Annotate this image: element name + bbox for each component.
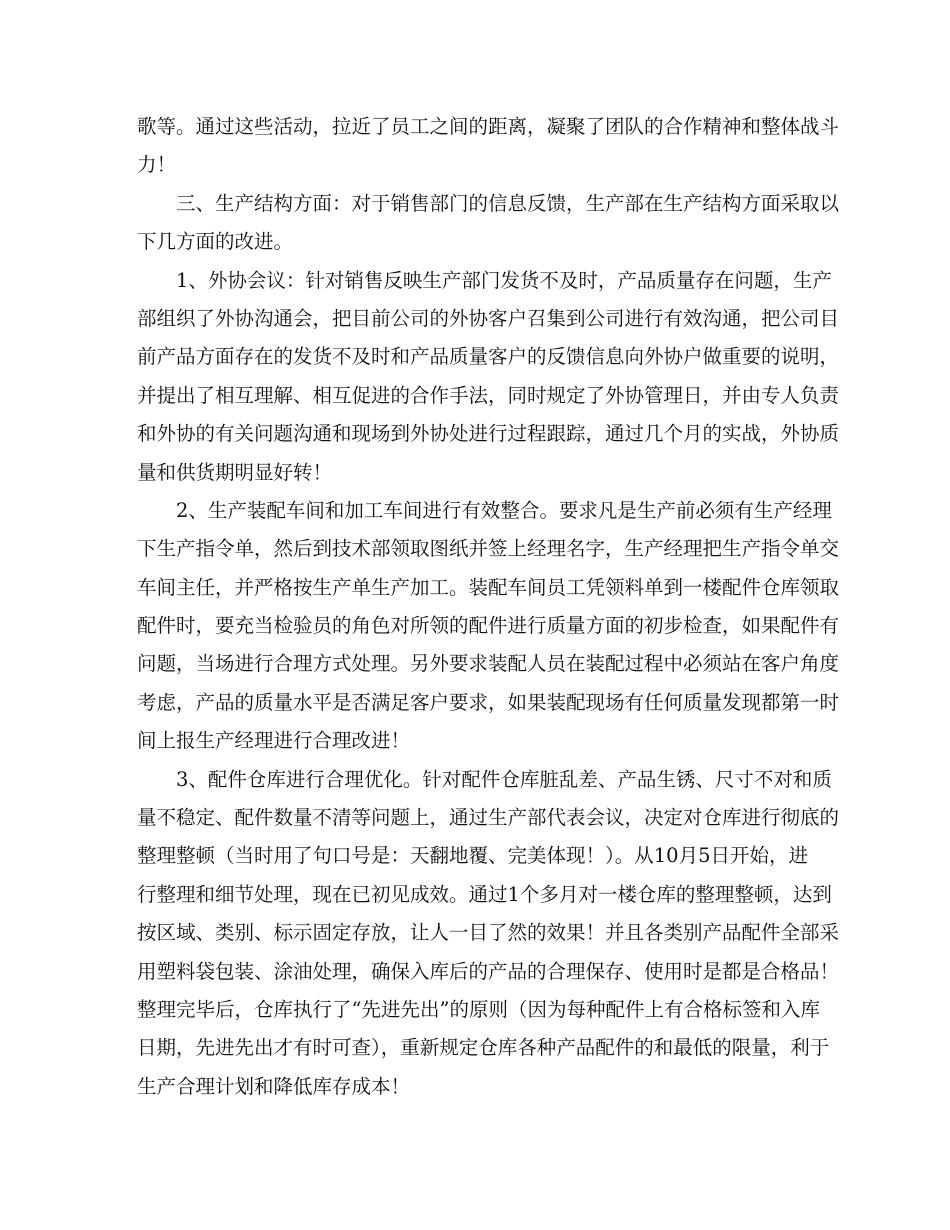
text-line: 用塑料袋包装、涂油处理，确保入库后的产品的合理保存、使用时是都是合格品！ — [137, 959, 840, 983]
paragraph-first-line: 1、外协会议：针对销售反映生产部门发货不及时，产品质量存在问题，生产 — [176, 268, 832, 292]
text-line: 问题，当场进行合理方式处理。另外要求装配人员在装配过程中必须站在客户角度 — [137, 652, 840, 676]
text-line: 量不稳定、配件数量不清等问题上，通过生产部代表会议，决定对仓库进行彻底的 — [137, 806, 840, 830]
text-line: 车间主任，并严格按生产单生产加工。装配车间员工凭领料单到一楼配件仓库领取 — [137, 575, 840, 599]
text-line: 间上报生产经理进行合理改进！ — [137, 729, 411, 753]
text-line: 整理整顿（当时用了句口号是：天翻地覆、完美体现！）。从10月5日开始，进 — [137, 844, 808, 868]
text-line: 前产品方面存在的发货不及时和产品质量客户的反馈信息向外协户做重要的说明， — [137, 345, 840, 369]
text-line: 行整理和细节处理，现在已初见成效。通过1个多月对一楼仓库的整理整顿，达到 — [137, 882, 832, 906]
text-line: 下几方面的改进。 — [137, 230, 294, 254]
text-line: 整理完毕后，仓库执行了“先进先出”的原则（因为每种配件上有合格标签和入库 — [137, 997, 820, 1021]
paragraph-first-line: 三、生产结构方面：对于销售部门的信息反馈，生产部在生产结构方面采取以 — [176, 191, 840, 215]
text-line: 并提出了相互理解、相互促进的合作手法，同时规定了外协管理日，并由专人负责 — [137, 383, 840, 407]
text-line: 配件时，要充当检验员的角色对所领的配件进行质量方面的初步检查，如果配件有 — [137, 614, 840, 638]
text-line: 考虑，产品的质量水平是否满足客户要求，如果装配现场有任何质量发现都第一时 — [137, 690, 840, 714]
paragraph-first-line: 3、配件仓库进行合理优化。针对配件仓库脏乱差、产品生锈、尺寸不对和质 — [176, 767, 832, 791]
text-line: 下生产指令单，然后到技术部领取图纸并签上经理名字，生产经理把生产指令单交 — [137, 537, 840, 561]
paragraph-first-line: 2、生产装配车间和加工车间进行有效整合。要求凡是生产前必须有生产经理 — [176, 498, 832, 522]
text-line: 按区域、类别、标示固定存放，让人一目了然的效果！并且各类别产品配件全部采 — [137, 921, 840, 945]
text-line: 日期，先进先出才有时可查），重新规定仓库各种产品配件的和最低的限量，利于 — [137, 1036, 830, 1060]
text-line: 量和供货期明显好转！ — [137, 460, 333, 484]
text-line: 歌等。通过这些活动，拉近了员工之间的距离，凝聚了团队的合作精神和整体战斗 — [137, 115, 840, 138]
text-line: 力！ — [137, 153, 177, 177]
text-line: 和外协的有关问题沟通和现场到外协处进行过程跟踪，通过几个月的实战，外协质 — [137, 422, 840, 446]
document-body — [137, 108, 840, 1106]
text-line: 部组织了外协沟通会，把目前公司的外协客户召集到公司进行有效沟通，把公司目 — [137, 306, 840, 330]
text-line: 生产合理计划和降低库存成本！ — [137, 1074, 411, 1098]
